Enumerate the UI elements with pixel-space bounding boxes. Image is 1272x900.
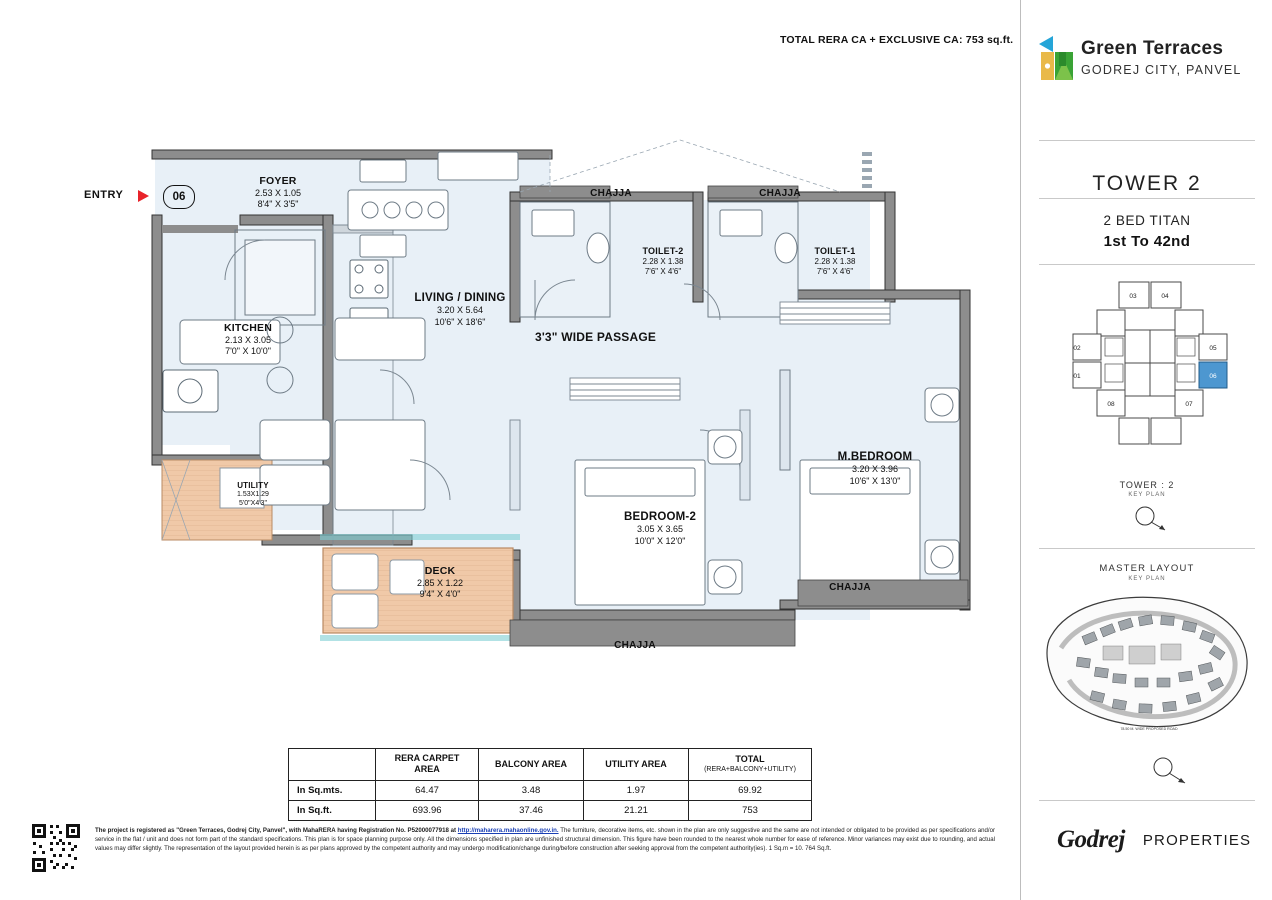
- room-label-foyer: [218, 175, 338, 211]
- room-dim-metric: 3.05 X 3.65: [636, 524, 684, 535]
- room-label-toilet-2: [608, 246, 718, 277]
- total-rera-area-note: TOTAL RERA CA + EXCLUSIVE CA: 753 sq.ft.: [780, 34, 1014, 46]
- area-statement-table: [288, 748, 812, 821]
- project-name: Green Terraces: [1081, 38, 1224, 59]
- col-head-balcony: BALCONY AREA: [479, 749, 584, 781]
- room-name: DECK: [424, 565, 456, 577]
- room-label-toilet-1: [780, 246, 890, 277]
- room-name: TOILET-1: [814, 246, 856, 256]
- row-label-sqft: In Sq.ft.: [289, 800, 376, 820]
- svg-text:05: 05: [1209, 345, 1217, 352]
- project-brand: [1039, 36, 1269, 82]
- key-plan-sub-label: KEY PLAN: [1128, 492, 1166, 498]
- col-head-total: [689, 749, 812, 781]
- cell-balcony-sqm: 3.48: [479, 780, 584, 800]
- cell-rera-sqft: 693.96: [376, 800, 479, 820]
- room-label-deck: [385, 565, 495, 601]
- passage-label: 3'3" WIDE PASSAGE: [535, 330, 657, 344]
- room-dim-metric: 3.20 X 3.96: [851, 464, 899, 475]
- cell-balcony-sqft: 37.46: [479, 800, 584, 820]
- room-label-bedroom-2: [590, 510, 730, 547]
- room-name: M.BEDROOM: [837, 451, 913, 463]
- properties-wordmark: PROPERTIES: [1142, 831, 1252, 849]
- project-location: GODREJ CITY, PANVEL: [1081, 63, 1242, 77]
- svg-text:08: 08: [1107, 401, 1115, 408]
- room-dim-imperial: 9'4" X 4'0": [419, 589, 461, 600]
- unit-type-label: 2 BED TITAN: [1103, 213, 1191, 228]
- room-dim-imperial: 10'6" X 13'0": [849, 475, 901, 486]
- room-label-master-bedroom: [805, 450, 945, 487]
- north-arrow-icon-master: [1149, 752, 1193, 786]
- col-head-blank: [289, 749, 376, 781]
- room-label-living-dining: [370, 291, 550, 328]
- room-name: BEDROOM-2: [623, 511, 697, 523]
- room-dim-metric: 2.28 X 1.38: [642, 257, 684, 267]
- col-head-utility: UTILITY AREA: [584, 749, 689, 781]
- godrej-properties-logo: [1057, 822, 1252, 858]
- cell-total-sqm: 69.92: [689, 780, 812, 800]
- tower-key-plan: [1057, 278, 1243, 458]
- north-arrow-icon-keyplan: [1131, 500, 1171, 532]
- room-dim-metric: 2.85 X 1.22: [416, 578, 464, 589]
- disclaimer-text: [95, 826, 995, 853]
- chajja-label-bottom: CHAJJA: [614, 640, 656, 651]
- table-header-row: [289, 749, 812, 781]
- room-label-kitchen: [188, 322, 308, 358]
- floor-range-label: 1st To 42nd: [1103, 233, 1191, 250]
- room-dim-metric: 2.13 X 3.05: [224, 335, 272, 346]
- room-name: LIVING / DINING: [414, 292, 506, 304]
- room-dim-metric: 2.53 X 1.05: [254, 188, 302, 199]
- chajja-label-top-left: CHAJJA: [590, 188, 632, 199]
- svg-text:02: 02: [1073, 345, 1081, 352]
- room-name: FOYER: [259, 175, 297, 187]
- room-name: TOILET-2: [642, 246, 684, 256]
- qr-code: [30, 822, 82, 874]
- cell-utility-sqm: 1.97: [584, 780, 689, 800]
- disclaimer-part1: The project is registered as "Green Terraces, Godrej City, Panvel", with MahaRERA having Registration No. P52000077918 at: [95, 827, 458, 834]
- floor-plan-drawing: [80, 130, 1000, 710]
- room-dim-metric: 2.28 X 1.38: [814, 257, 856, 267]
- master-layout-sub: KEY PLAN: [1128, 576, 1166, 582]
- room-dim-imperial: 5'0"X4'3": [239, 499, 267, 507]
- entry-arrow-icon: [138, 190, 149, 202]
- room-label-utility: [208, 481, 298, 509]
- cell-utility-sqft: 21.21: [584, 800, 689, 820]
- right-info-rail: [1020, 0, 1272, 900]
- godrej-wordmark: Godrej: [1057, 826, 1125, 853]
- svg-text:03: 03: [1129, 293, 1137, 300]
- room-dim-imperial: 7'0" X 10'0": [225, 346, 271, 357]
- entry-unit-badge: 06: [163, 185, 195, 209]
- maharera-link[interactable]: http://maharera.mahaonline.gov.in.: [457, 827, 559, 834]
- chajja-label-right: CHAJJA: [829, 582, 871, 593]
- room-dim-metric: 3.20 X 5.64: [436, 305, 484, 316]
- room-dim-imperial: 10'6" X 18'6": [434, 316, 486, 327]
- room-name: UTILITY: [237, 481, 269, 490]
- rail-divider-5: [1039, 800, 1255, 801]
- green-terraces-logo-icon: [1039, 36, 1073, 82]
- rail-divider-4: [1039, 548, 1255, 549]
- tower-title: TOWER 2: [1092, 172, 1202, 195]
- col-head-total-main: TOTAL: [735, 754, 765, 765]
- cell-total-sqft: 753: [689, 800, 812, 820]
- col-head-total-sub: (RERA+BALCONY+UTILITY): [704, 765, 796, 773]
- key-plan-tower-label: TOWER : 2: [1119, 480, 1175, 490]
- row-label-sqm: In Sq.mts.: [289, 780, 376, 800]
- svg-text:01: 01: [1073, 373, 1081, 380]
- rail-divider-3: [1039, 264, 1255, 265]
- table-row: [289, 800, 812, 820]
- room-dim-imperial: 10'0" X 12'0": [634, 535, 686, 546]
- col-head-rera-carpet: RERA CARPET AREA: [376, 749, 479, 781]
- rail-divider-2: [1039, 198, 1255, 199]
- chajja-label-top-right: CHAJJA: [759, 188, 801, 199]
- room-dim-metric: 1.53X1.29: [237, 491, 269, 498]
- master-road-label: 78.50 M. WIDE PROPOSED ROAD: [1120, 727, 1178, 731]
- entry-label: ENTRY: [84, 189, 124, 201]
- room-name: KITCHEN: [223, 322, 273, 334]
- table-row: [289, 780, 812, 800]
- room-dim-imperial: 8'4" X 3'5": [257, 199, 299, 210]
- svg-text:04: 04: [1161, 293, 1169, 300]
- cell-rera-sqm: 64.47: [376, 780, 479, 800]
- disclaimer-part2: The furniture, decorative items, etc. shown in the plan are only suggestive and the same are not intended or obligated to be provided as per specifications and/or service in the flat / unit and does not form part of the standard specifications. This plan is for space planning purpose only. All the dimensions specified in plan are unfinished structural dimension. This figure have been rounded to the nearest whole number for ease of reference. Minor variances may exist due to rounding, and actual values may differ slightly. The representation of the layout provided herein is as per plans approved by the competent authority and may undergo modification/change during/before construction after seeking approval from the competent authority(ies). 1 Sq.m = 10. 764 Sq.ft.: [95, 827, 995, 853]
- brand-text-block: [1081, 36, 1242, 77]
- rail-divider-1: [1039, 140, 1255, 141]
- svg-text:07: 07: [1185, 401, 1193, 408]
- svg-text:06: 06: [1209, 373, 1217, 380]
- master-layout-map: [1043, 588, 1255, 733]
- master-layout-title: MASTER LAYOUT: [1099, 563, 1195, 574]
- room-dim-imperial: 7'6" X 4'6": [644, 267, 682, 277]
- room-dim-imperial: 7'6" X 4'6": [816, 267, 854, 277]
